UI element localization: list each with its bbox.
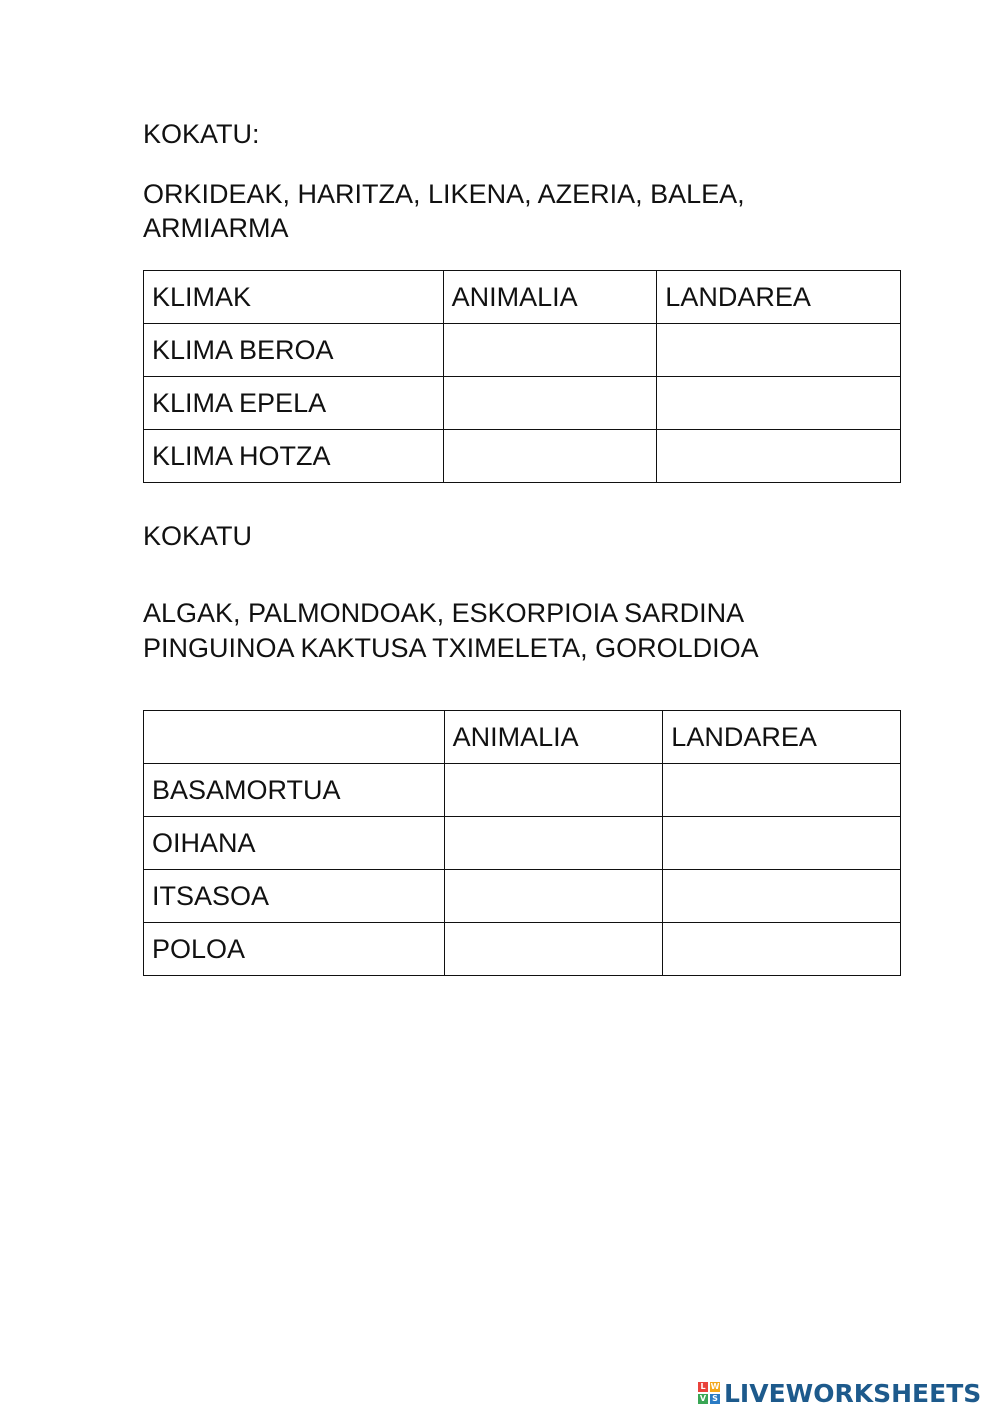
row-label-cell: KLIMA BEROA: [144, 324, 444, 377]
answer-cell-animalia[interactable]: [443, 377, 657, 430]
table-header-cell: ANIMALIA: [443, 271, 657, 324]
table-header-cell: [144, 711, 445, 764]
liveworksheets-watermark: [698, 1377, 981, 1409]
section2-heading: KOKATU: [143, 521, 253, 551]
habitat-table: [143, 710, 901, 976]
table-row: [144, 923, 901, 976]
logo-tile: L: [698, 1382, 708, 1392]
table-row: [144, 430, 901, 483]
answer-cell-animalia[interactable]: [444, 870, 663, 923]
table-header-cell: LANDAREA: [663, 711, 901, 764]
section2-words-line1: ALGAK, PALMONDOAK, ESKORPIOIA SARDINA: [143, 598, 745, 628]
climate-table: [143, 270, 901, 483]
table-row: [144, 764, 901, 817]
answer-cell-landarea[interactable]: [657, 377, 901, 430]
answer-cell-animalia[interactable]: [444, 817, 663, 870]
section2-words-line2: PINGUINOA KAKTUSA TXIMELETA, GOROLDIOA: [143, 633, 759, 663]
table-header-row: [144, 711, 901, 764]
answer-cell-animalia[interactable]: [443, 430, 657, 483]
table-row: [144, 817, 901, 870]
logo-tile: V: [699, 1394, 707, 1403]
table-header-cell: LANDAREA: [657, 271, 901, 324]
table-row: [144, 870, 901, 923]
row-label-cell: ITSASOA: [144, 870, 445, 923]
section1-words-line1: ORKIDEAK, HARITZA, LIKENA, AZERIA, BALEA,: [143, 179, 745, 209]
logo-tile: W: [710, 1382, 720, 1391]
answer-cell-landarea[interactable]: [657, 430, 901, 483]
brand-text: LIVEWORKSHEETS: [724, 1378, 982, 1408]
answer-cell-landarea[interactable]: [657, 324, 901, 377]
table-row: [144, 377, 901, 430]
liveworksheets-logo-icon: [698, 1382, 720, 1404]
answer-cell-animalia[interactable]: [444, 764, 663, 817]
row-label-cell: OIHANA: [144, 817, 445, 870]
section1-words-line2: ARMIARMA: [143, 213, 289, 243]
answer-cell-animalia[interactable]: [444, 923, 663, 976]
table-header-cell: KLIMAK: [144, 271, 444, 324]
row-label-cell: KLIMA HOTZA: [144, 430, 444, 483]
row-label-cell: BASAMORTUA: [144, 764, 445, 817]
answer-cell-landarea[interactable]: [663, 923, 901, 976]
table-row: [144, 324, 901, 377]
table-header-row: [144, 271, 901, 324]
answer-cell-animalia[interactable]: [443, 324, 657, 377]
row-label-cell: POLOA: [144, 923, 445, 976]
answer-cell-landarea[interactable]: [663, 870, 901, 923]
answer-cell-landarea[interactable]: [663, 764, 901, 817]
logo-tile: S: [710, 1394, 720, 1404]
row-label-cell: KLIMA EPELA: [144, 377, 444, 430]
answer-cell-landarea[interactable]: [663, 817, 901, 870]
table-header-cell: ANIMALIA: [444, 711, 663, 764]
section1-heading: KOKATU:: [143, 119, 260, 149]
